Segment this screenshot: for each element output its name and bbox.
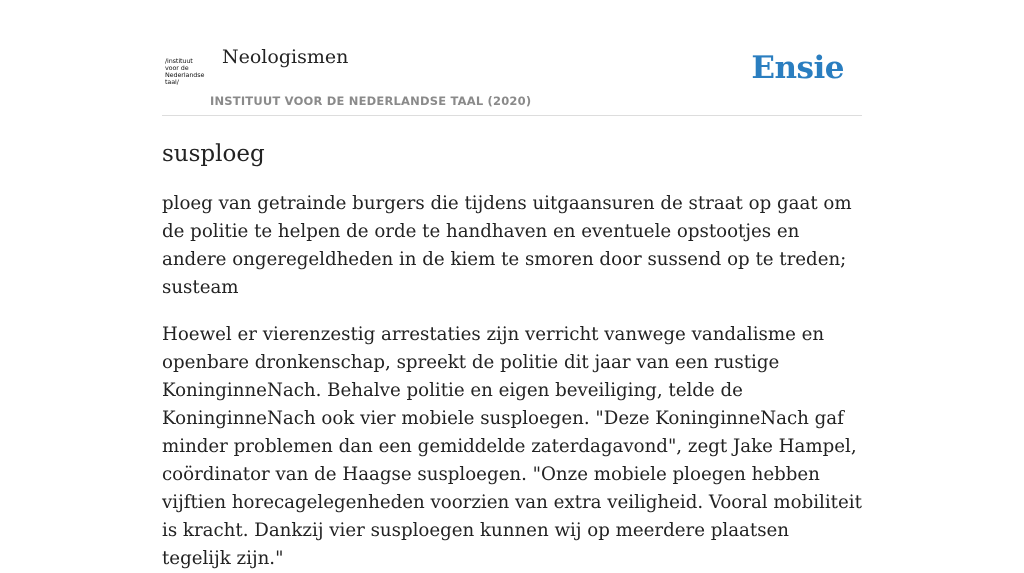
- source-logo[interactable]: [165, 54, 207, 90]
- source-title-link[interactable]: Neologismen: [222, 46, 349, 68]
- entry-definition: ploeg van getrainde burgers die tijdens uitgaansuren de straat op gaat om de politie te helpen de orde te handhaven en eventuele opstootjes en andere ongeregeldheden in de kiem te smoren door sussend op te treden; susteam: [162, 193, 852, 298]
- logo-line: voor de: [165, 63, 189, 72]
- entry-card: [162, 40, 862, 573]
- source-subtitle: INSTITUUT VOOR DE NEDERLANDSE TAAL (2020): [210, 94, 532, 108]
- entry-quote: Hoewel er vierenzestig arrestaties zijn verricht vanwege vandalisme en openbare dronkenschap, spreekt de politie dit jaar van een rustige KoninginneNach. Behalve politie en eigen beveiliging, telde de KoninginneNach ook vier mobiele susploegen. "Deze KoninginneNach gaf minder problemen dan een gemiddelde zaterdagavond", zegt Jake Hampel, coördinator van de Haagse susploegen. "Onze mobiele ploegen hebben vijftien horecagelegenheden voorzien van extra veiligheid. Vooral mobiliteit is kracht. Dankzij vier susploegen kunnen wij op meerdere plaatsen tegelijk zijn.": [162, 324, 862, 569]
- entry-header: [162, 40, 862, 116]
- logo-line: taal/: [165, 78, 179, 87]
- entry-term: susploeg: [162, 141, 265, 167]
- brand-logo[interactable]: Ensie: [751, 50, 844, 86]
- logo-line: /instituut: [165, 56, 193, 65]
- logo-line: Nederlandse: [165, 71, 205, 79]
